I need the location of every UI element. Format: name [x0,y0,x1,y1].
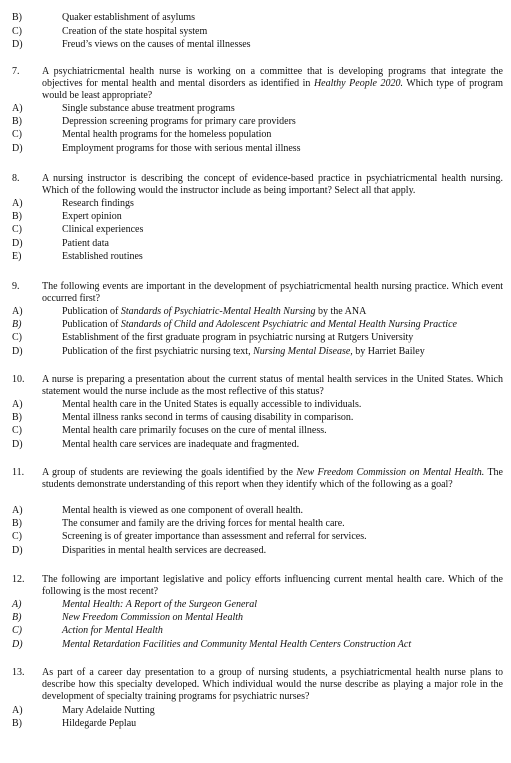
option-letter: A) [12,399,23,410]
question-number: 8. [12,173,20,184]
option-text: Quaker establishment of asylums [62,12,196,23]
option-letter: A) [12,103,23,114]
answer-option [12,251,503,263]
option-letter: C) [12,531,22,542]
text-run: by Harriet Bailey [352,346,425,357]
option-letter: D) [12,545,23,556]
answer-option [12,198,503,210]
option-letter: B) [12,518,22,529]
option-text: Screening is of greater importance than assessment and referral for services. [62,531,367,542]
answer-option [12,129,503,141]
text-run: The students demonstrate understanding of this report when they identify which of the following as a goal? [42,467,503,491]
answer-option [12,26,503,38]
option-letter: B) [12,412,22,423]
option-letter: C) [12,332,22,343]
option-text: Mental illness ranks second in terms of causing disability in comparison. [62,412,354,423]
option-letter: A) [12,505,23,516]
answer-option [12,143,503,155]
question-number: 12. [12,574,25,585]
option-text: Freud’s views on the causes of mental illnesses [62,39,251,50]
option-letter: D) [12,238,23,249]
option-text [62,599,257,611]
option-letter: E) [12,251,22,262]
option-text [62,346,425,358]
option-letter: D) [12,346,23,357]
question-number: 11. [12,467,25,478]
answer-option [12,545,503,557]
question-stem [42,667,503,704]
option-letter: C) [12,425,22,436]
text-run: A psychiatricmental health nurse is working on a committee that is developing programs that integrate the objectives for mental health and mental disorders as identified in [42,66,503,90]
option-letter: A) [12,306,23,317]
option-text: Mental health care services are inadequate and fragmented. [62,439,300,450]
text-run: As part of a career day presentation to a group of nursing students, a psychiatricmental health nurse plans to describe how this specialty developed. Which individual would the nurse describe as playing a major role in the development of specialty training programs for psychiatric nurses? [42,667,503,703]
italic-text: Mental Health: A Report of the Surgeon General [62,599,258,610]
option-text: Employment programs for those with serious mental illness [62,143,301,154]
text-run: by the ANA [315,306,367,317]
question-number: 13. [12,667,25,678]
option-letter: B) [12,612,22,623]
text-run: Publication of [62,319,121,330]
text-run: Publication of [62,306,121,317]
italic-text: Standards of Child and Adolescent Psychiatric and Mental Health Nursing Practice [120,319,457,330]
question-number: 7. [12,66,20,77]
text-run: The following events are important in the development of psychiatricmental health nursing practice. Which event occurred first? [42,281,503,305]
option-letter: A) [12,198,23,209]
answer-option [12,12,503,24]
text-run: Publication of the first psychiatric nursing text, [62,346,254,357]
option-text: Mental health care primarily focuses on the cure of mental illness. [62,425,327,436]
option-text: Single substance abuse treatment programs [62,103,235,114]
option-text: Clinical experiences [62,224,144,235]
text-run: A nursing instructor is describing the concept of evidence-based practice in psychiatricmental health nursing. Which of the following would the instructor include as being important? Select all that apply. [42,173,503,197]
option-text: Mental health is viewed as one component of overall health. [62,505,304,516]
answer-option [12,238,503,250]
option-letter: A) [12,599,22,610]
option-text: Mary Adelaide Nutting [62,705,155,716]
italic-text: New Freedom Commission on Mental Health [62,612,244,623]
text-run: A nurse is preparing a presentation about the current status of mental health services in the United States. Which statement would the nurse include as the most reflective of this status? [42,374,503,398]
option-text: Expert opinion [62,211,122,222]
italic-text: Healthy People 2020. [313,78,403,90]
option-text [62,639,411,651]
option-text: Research findings [62,198,134,209]
answer-option [12,103,503,115]
option-letter: C) [12,129,22,140]
answer-option [12,39,503,51]
question-stem [42,574,503,598]
option-text: Establishment of the first graduate program in psychiatric nursing at Rutgers University [62,332,414,343]
option-text [62,319,457,331]
question-stem [42,281,503,305]
option-text: Mental health care in the United States is equally accessible to individuals. [62,399,362,410]
option-text [62,612,243,624]
option-letter: B) [12,116,22,127]
answer-option [12,612,503,624]
italic-text: New Freedom Commission on Mental Health. [296,467,485,478]
option-text [62,306,366,318]
option-text: Disparities in mental health services are decreased. [62,545,267,556]
question-stem [42,173,503,197]
option-text: Mental health programs for the homeless population [62,129,272,140]
question-number: 10. [12,374,25,385]
option-letter: B) [12,12,22,23]
answer-option [12,211,503,223]
italic-text: Standards of Psychiatric-Mental Health Nursing [120,306,316,317]
answer-option [12,599,503,611]
answer-option [12,319,503,331]
answer-option [12,639,503,651]
answer-option [12,718,503,730]
option-text: Established routines [62,251,143,262]
option-letter: D) [12,639,23,650]
option-text: Depression screening programs for primary care providers [62,116,296,127]
answer-option [12,705,503,717]
option-text [62,625,163,637]
option-text: Hildegarde Peplau [62,718,137,729]
option-letter: C) [12,625,22,636]
answer-option [12,505,503,517]
answer-option [12,625,503,637]
italic-text: Nursing Mental Disease, [253,346,353,357]
answer-option [12,425,503,437]
text-run: Which type of program would be least appropriate? [42,78,503,102]
answer-option [12,531,503,543]
text-run: The following are important legislative and policy efforts influencing current mental health care. Which of the following is the most recent? [42,574,503,598]
option-letter: B) [12,211,22,222]
question-stem [42,374,503,398]
answer-option [12,224,503,236]
option-letter: D) [12,39,23,50]
option-letter: C) [12,224,22,235]
italic-text: Mental Retardation Facilities and Community Mental Health Centers Construction Act [62,639,412,650]
option-letter: B) [12,319,22,330]
question-stem [42,66,503,103]
option-letter: D) [12,439,23,450]
answer-option [12,439,503,451]
option-text: Patient data [62,238,109,249]
option-text: The consumer and family are the driving forces for mental health care. [62,518,345,529]
question-number: 9. [12,281,20,292]
option-letter: A) [12,705,23,716]
italic-text: Action for Mental Health [62,625,163,636]
answer-option [12,332,503,344]
answer-option [12,116,503,128]
answer-option [12,518,503,530]
text-run: A group of students are reviewing the goals identified by the [42,467,297,478]
answer-option [12,399,503,411]
question-stem [42,467,503,491]
answer-option [12,412,503,424]
option-letter: D) [12,143,23,154]
answer-option [12,306,503,318]
option-text: Creation of the state hospital system [62,26,208,37]
answer-option [12,346,503,358]
option-letter: B) [12,718,22,729]
option-letter: C) [12,26,22,37]
